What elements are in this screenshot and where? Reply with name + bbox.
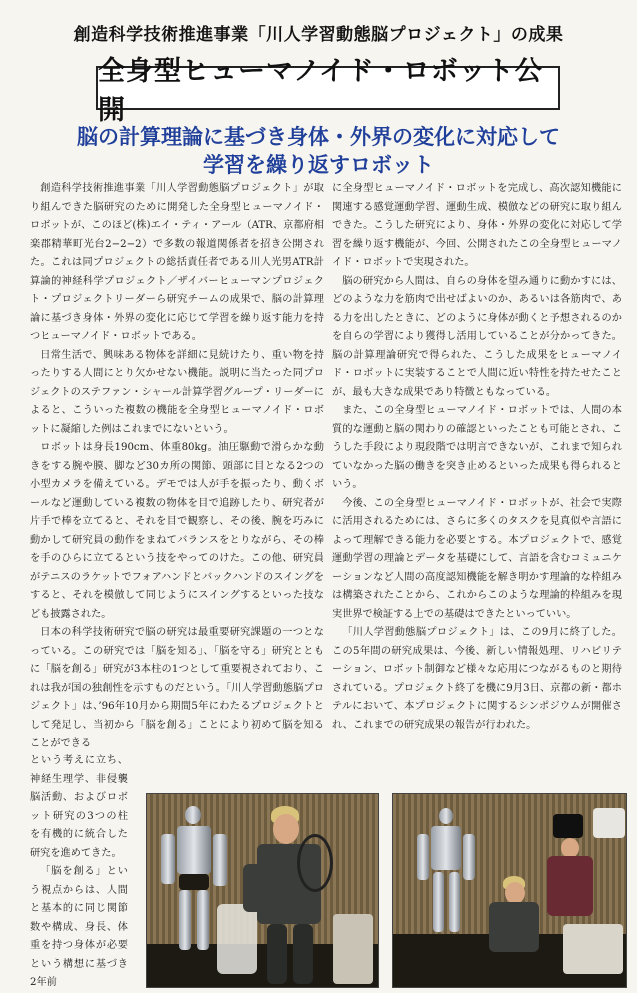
paragraph: また、この全身型ヒューマノイド・ロボットでは、人間の本質的な運動と脳の関わりの確認といったことも可能とされ、こうした手段により現段階では明言できないが、これまで知られていなかった脳の働きを突き止めるといった成果も得られるという。 [332, 405, 622, 490]
paragraph: 「川人学習動態脳プロジェクト」は、この9月に終了した。この5年間の研究成果は、今後、新しい情報処理、リハビリテーション、ロボット制御など様々な応用につながるものと期待されている。プロジェクト終了を機に9月3日、京都の新・都ホテルにおいて、本プロジェクトに関するシンポジウムが開催され、これまでの研究成果の報告が行われた。 [332, 627, 622, 731]
photo-robot-demo-left [146, 793, 379, 988]
paragraph: 日常生活で、興味ある物体を詳細に見続けたり、重い物を持ったりする人間にとり欠かせない機能。説明に当たった同プロジェクトのステファン・シャール計算学習グループ・リーダーによると、こういった複数の機能を全身型ヒューマノイド・ロボットに凝縮した例はこれまでにないという。 [30, 349, 324, 435]
subtitle-line2: 学習を繰り返すロボット [203, 153, 434, 177]
paragraph: 脳の研究から人間は、自らの身体を望み通りに動かすには、どのような力を筋肉で出せばよいのか、あるいは各筋肉で、ある力を出したときに、どのように身体が動くと予想されるのかを自らの学習により獲得し活用していることが分かってきた。脳の計算理論研究で得られた、こうした成果をヒューマノイド・ロボットに実装することで人間に近い特性を持たせたことが、最も大きな成果であり特徴ともなっている。 [332, 275, 622, 398]
page-title: 全身型ヒューマノイド・ロボット公開 [98, 56, 543, 126]
article-left-column-bottom [30, 752, 128, 993]
headline-box [96, 56, 560, 126]
photo-robot-demo-right [392, 793, 627, 988]
paragraph: に全身型ヒューマノイド・ロボットを完成し、高次認知機能に関連する感覚運動学習、運動生成、模倣などの研究に取り組んできた。こうした研究により、身体・外界の変化に対応して学習を繰り返す機能が、今回、公開されたこの全身型ヒューマノイド・ロボットで実現された。 [332, 183, 622, 268]
subtitle-line1: 脳の計算理論に基づき身体・外界の変化に対応して [77, 125, 560, 149]
paragraph: 「脳を創る」という視点からは、人間と基本的に同じ関節数や構成、身長、体重を持つ身体が必要という構想に基づき2年前 [30, 866, 128, 988]
article-left-column [30, 180, 324, 754]
article-right-column [332, 180, 622, 735]
series-kicker: 創造科学技術推進事業「川人学習動態脳プロジェクト」の成果 [73, 25, 564, 45]
paragraph: ロボットは身長190cm、体重80kg。油圧駆動で滑らかな動きをする腕や膜、脚など30カ所の関節、頭部に目となる2つの小型カメラを備えている。デモでは人が手を振ったり、動くボールなど運動している複数の物体を目で追跡したり、研究者が片手で棒を立てると、それを目で観察し、その後、腕を巧みに動かして研究員の動作をまねてバランスをとりながら、その棒を手のひらに立てるという技をやってのけた。この他、研究員がテニスのラケットでフォアハンドとバックハンドのスイングをすると、それを模倣して同じようにスイングするといった技なども披露された。 [30, 442, 324, 620]
paragraph: 日本の科学技術研究で脳の研究は最重要研究課題の一つとなっている。この研究では「脳を知る」、「脳を守る」研究とともに「脳を創る」研究が3本柱の1つとして重要視されており、これは我が国の独創性を示すものだという。「川人学習動態脳プロジェクト」は、’96年10月から期間5年にわたるプロジェクトとして発足し、当初から「脳を創る」ことにより初めて脳を知ることができる [30, 627, 324, 749]
paragraph: 今後、この全身型ヒューマノイド・ロボットが、社会で実際に活用されるためには、さらに多くのタスクを見真似や言語によって理解できる能力を必要とする。本プロジェクトで、感覚運動学習の理論とデータを基礎にして、言語を含むコミュニケーションなど人間の高度認知機能を解き明かす理論的な枠組みは構築されたことから、これからこのような理論的枠組みを現実世界で検証する上での基礎はできたといっていい。 [332, 497, 622, 620]
paragraph: 創造科学技術推進事業「川人学習動態脳プロジェクト」が取り組んできた脳研究のために開発した全身型ヒューマノイド・ロボットが、このほど(株)エイ・ティ・アール（ATR、京都府相楽郡精華町光台2−2−2）で多数の報道関係者を招き公開された。これは同プロジェクトの総括責任者である川人光男ATR計算論的神経科学プロジェクト／ザイバーヒューマンプロジェクト・プロジェクトリーダーら研究チームの成果で、脳の計算理論に基づき身体・外界の変化に応じて学習を繰り返す能力を持つヒューマノイド・ロボットである。 [30, 183, 324, 342]
paragraph: という考えに立ち、神経生理学、非侵襲脳活動、およびロボット研究の3つの柱を有機的に統合した研究を進めてきた。 [30, 755, 128, 859]
